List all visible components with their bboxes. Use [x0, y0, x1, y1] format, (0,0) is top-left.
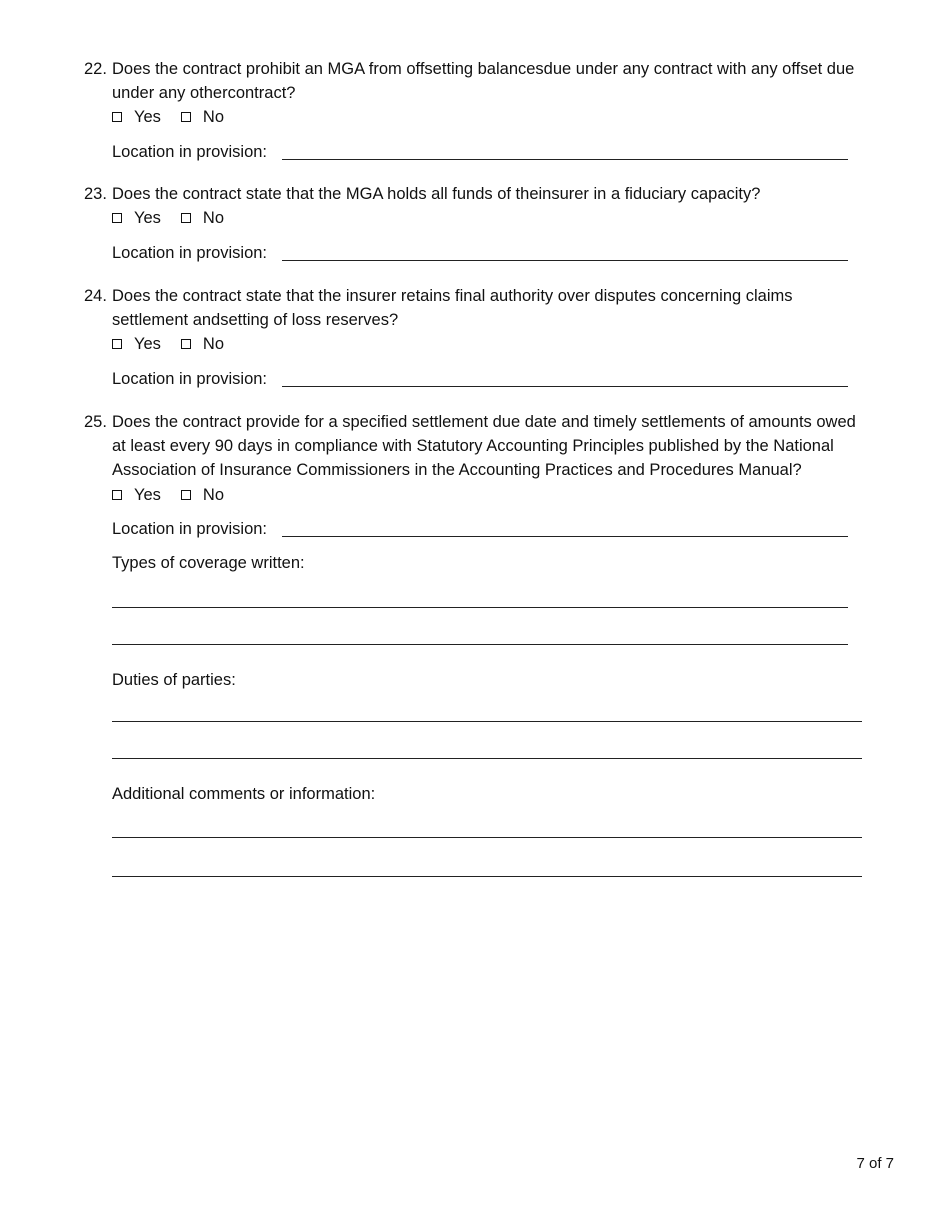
question-25-number: 25.: [84, 413, 107, 431]
coverage-field-line-2[interactable]: [112, 644, 848, 645]
question-23-location-field[interactable]: [282, 260, 848, 261]
question-24-location-label: Location in provision:: [112, 370, 268, 388]
question-25-yes-option[interactable]: [112, 486, 161, 505]
duties-label: Duties of parties:: [112, 671, 236, 689]
question-24-text: [112, 284, 793, 332]
checkbox-icon[interactable]: [181, 339, 191, 349]
yes-label: Yes: [134, 208, 161, 227]
question-23-no-option[interactable]: [181, 209, 224, 228]
checkbox-icon[interactable]: [181, 213, 191, 223]
question-22-location-label: Location in provision:: [112, 143, 268, 161]
checkbox-icon[interactable]: [181, 112, 191, 122]
question-25-text: [112, 410, 856, 482]
no-label: No: [202, 334, 225, 353]
question-24-number: 24.: [84, 287, 107, 305]
coverage-label: Types of coverage written:: [112, 554, 305, 572]
question-25-location-field[interactable]: [282, 536, 848, 537]
duties-field-line-2[interactable]: [112, 758, 862, 759]
question-22-location-field[interactable]: [282, 159, 848, 160]
yes-label: Yes: [134, 334, 161, 353]
question-24-location-field[interactable]: [282, 386, 848, 387]
question-25-no-option[interactable]: [181, 486, 224, 505]
question-23-number: 23.: [84, 185, 107, 203]
page-number: 7 of 7: [856, 1155, 894, 1172]
comments-field-line-1[interactable]: [112, 837, 862, 838]
question-22-number: 22.: [84, 60, 107, 78]
question-25-line-3: Association of Insurance Commissioners in the Accounting Practices and Procedures Manual?: [112, 461, 802, 479]
question-22-line-2: under any othercontract?: [112, 84, 296, 102]
question-23-yes-option[interactable]: [112, 209, 161, 228]
question-23-line-1: Does the contract state that the MGA holds all funds of theinsurer in a fiduciary capacity?: [112, 185, 761, 203]
checkbox-icon[interactable]: [112, 339, 122, 349]
question-25-options: [112, 483, 244, 507]
no-label: No: [202, 208, 225, 227]
comments-label: Additional comments or information:: [112, 785, 376, 803]
question-25-location-label: Location in provision:: [112, 520, 268, 538]
question-23-location-label: Location in provision:: [112, 244, 268, 262]
comments-field-line-2[interactable]: [112, 876, 862, 877]
question-24-line-1: Does the contract state that the insurer retains final authority over disputes concerning claims: [112, 287, 793, 305]
no-label: No: [202, 485, 225, 504]
checkbox-icon[interactable]: [112, 112, 122, 122]
question-22-options: [112, 105, 244, 129]
coverage-field-line-1[interactable]: [112, 607, 848, 608]
question-22-yes-option[interactable]: [112, 108, 161, 127]
question-25-line-1: Does the contract provide for a specified settlement due date and timely settlements of amounts owed: [112, 413, 856, 431]
question-22-text: [112, 57, 854, 105]
no-label: No: [202, 107, 225, 126]
question-24-options: [112, 332, 244, 356]
duties-field-line-1[interactable]: [112, 721, 862, 722]
checkbox-icon[interactable]: [112, 490, 122, 500]
question-25-line-2: at least every 90 days in compliance with Statutory Accounting Principles published by the National: [112, 437, 834, 455]
question-24-no-option[interactable]: [181, 335, 224, 354]
question-22-line-1: Does the contract prohibit an MGA from offsetting balancesdue under any contract with any offset due: [112, 60, 855, 78]
question-22-no-option[interactable]: [181, 108, 224, 127]
yes-label: Yes: [134, 107, 161, 126]
question-23-options: [112, 206, 244, 230]
checkbox-icon[interactable]: [112, 213, 122, 223]
question-23-text: [112, 182, 760, 206]
question-24-yes-option[interactable]: [112, 335, 161, 354]
question-24-line-2: settlement andsetting of loss reserves?: [112, 311, 399, 329]
checkbox-icon[interactable]: [181, 490, 191, 500]
yes-label: Yes: [134, 485, 161, 504]
